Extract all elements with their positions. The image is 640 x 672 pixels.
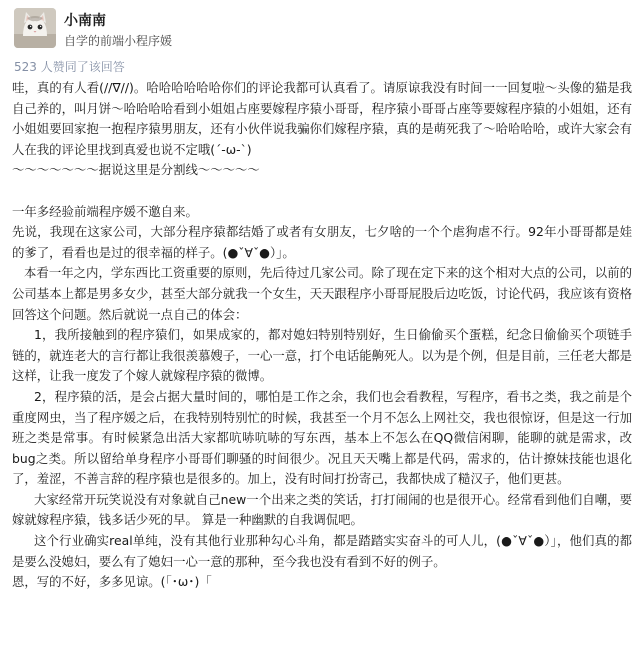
answer-content: [12, 78, 632, 593]
answer-paragraph: 先说，我现在这家公司，大部分程序猿都结婚了或者有女朋友，七夕啥的一个个虐狗虐不行。92年小哥哥都是娃的爹了，看看也是过的很幸福的样子。(●ˇ∀ˇ●）」。: [12, 224, 632, 260]
answer-paragraph: 一年多经验前端程序媛不邀自来。: [12, 203, 198, 219]
vote-count: 523 人赞同了该回答: [14, 60, 125, 74]
cat-avatar-icon: [14, 8, 56, 48]
paragraph-gap: [12, 181, 632, 202]
answer-paragraph: 哇，真的有人看(//∇//)。哈哈哈哈哈哈你们的评论我都可认真看了。请原谅我没有时间一一回复啦～头像的猫是我自己养的，叫月饼～哈哈哈哈看到小姐姐占座要嫁程序猿小哥哥，程序猿小哥哥占座等要嫁程序猿的小姐姐，还有小姐姐要回家抱一抱程序猿男朋友，还有小伙伴说我骗你们嫁程序猿，真的是萌死我了～哈哈哈哈，或许大家会有人在我的评论里找到真爱也说不定哦(´-ω-`): [12, 80, 632, 157]
answer-paragraph: 本看一年之内，学东西比工资重要的原则，先后待过几家公司。除了现在定下来的这个相对大点的公司，以前的公司基本上都是男多女少，甚至大部分就我一个女生，天天跟程序小哥哥屁股后边吃饭，讨论代码，我应该有资格回答这个问题。然后就说一点自己的体会：: [12, 265, 632, 322]
answer-paragraph: 恩，写的不好，多多见谅。(「･ω･)「: [12, 574, 212, 590]
answer-paragraph: 大家经常开玩笑说没有对象就自己new一个出来之类的笑话，打打闹闹的也是很开心。经常看到他们自嘲，要嫁就嫁程序猿，钱多话少死的早。 算是一种幽默的自我调侃吧。: [12, 491, 633, 528]
author-name[interactable]: 小南南: [64, 13, 106, 29]
author-bio: 自学的前端小程序媛: [64, 34, 173, 48]
answer-paragraph: 2，程序猿的活，是会占据大量时间的，哪怕是工作之余，我们也会看教程，写程序，看书之类，我之前是个重度网虫，当了程序媛之后，在我特别特别忙的时候，我甚至一个月不怎么上网社交，我也很惊讶，但是这一行加班之类是常事。有时候紧急出活大家都吭哧吭哧的写东西，基本上不怎么在QQ微信闲聊，能聊的就是需求，改bug之类。所以留给单身程序小哥哥们聊骚的时间很少。况且天天嘴上都是代码，需求的，估计撩妹技能也退化了，羞涩，不善言辞的程序猿也是很多的。加上，没有时间打扮寄己，我都快成了糙汉子，他们更甚。: [12, 388, 632, 487]
answer-paragraph: 1，我所接触到的程序猿们，如果成家的，都对媳妇特别特别好，生日偷偷买个蛋糕，纪念日偷偷买个项链手链的，就连老大的言行都让我很羡慕嫂子，一心一意，打个电话能齁死人。以为是个例，但是目前，三任老大都是这样，让我一度发了个嫁人就嫁程序猿的微博。: [12, 327, 632, 384]
author-card: [14, 8, 614, 48]
author-avatar[interactable]: [14, 8, 56, 48]
answer-paragraph: 这个行业确实real单纯，没有其他行业那种勾心斗角，都是踏踏实实奋斗的可人儿，(●ˇ∀ˇ●）」，他们真的都是要么没媳妇，要么有了媳妇一心一意的那种，至今我也没有看到不好的例子。: [12, 533, 632, 569]
answer-divider: ～～～～～～～据说这里是分割线～～～～～: [12, 162, 260, 178]
